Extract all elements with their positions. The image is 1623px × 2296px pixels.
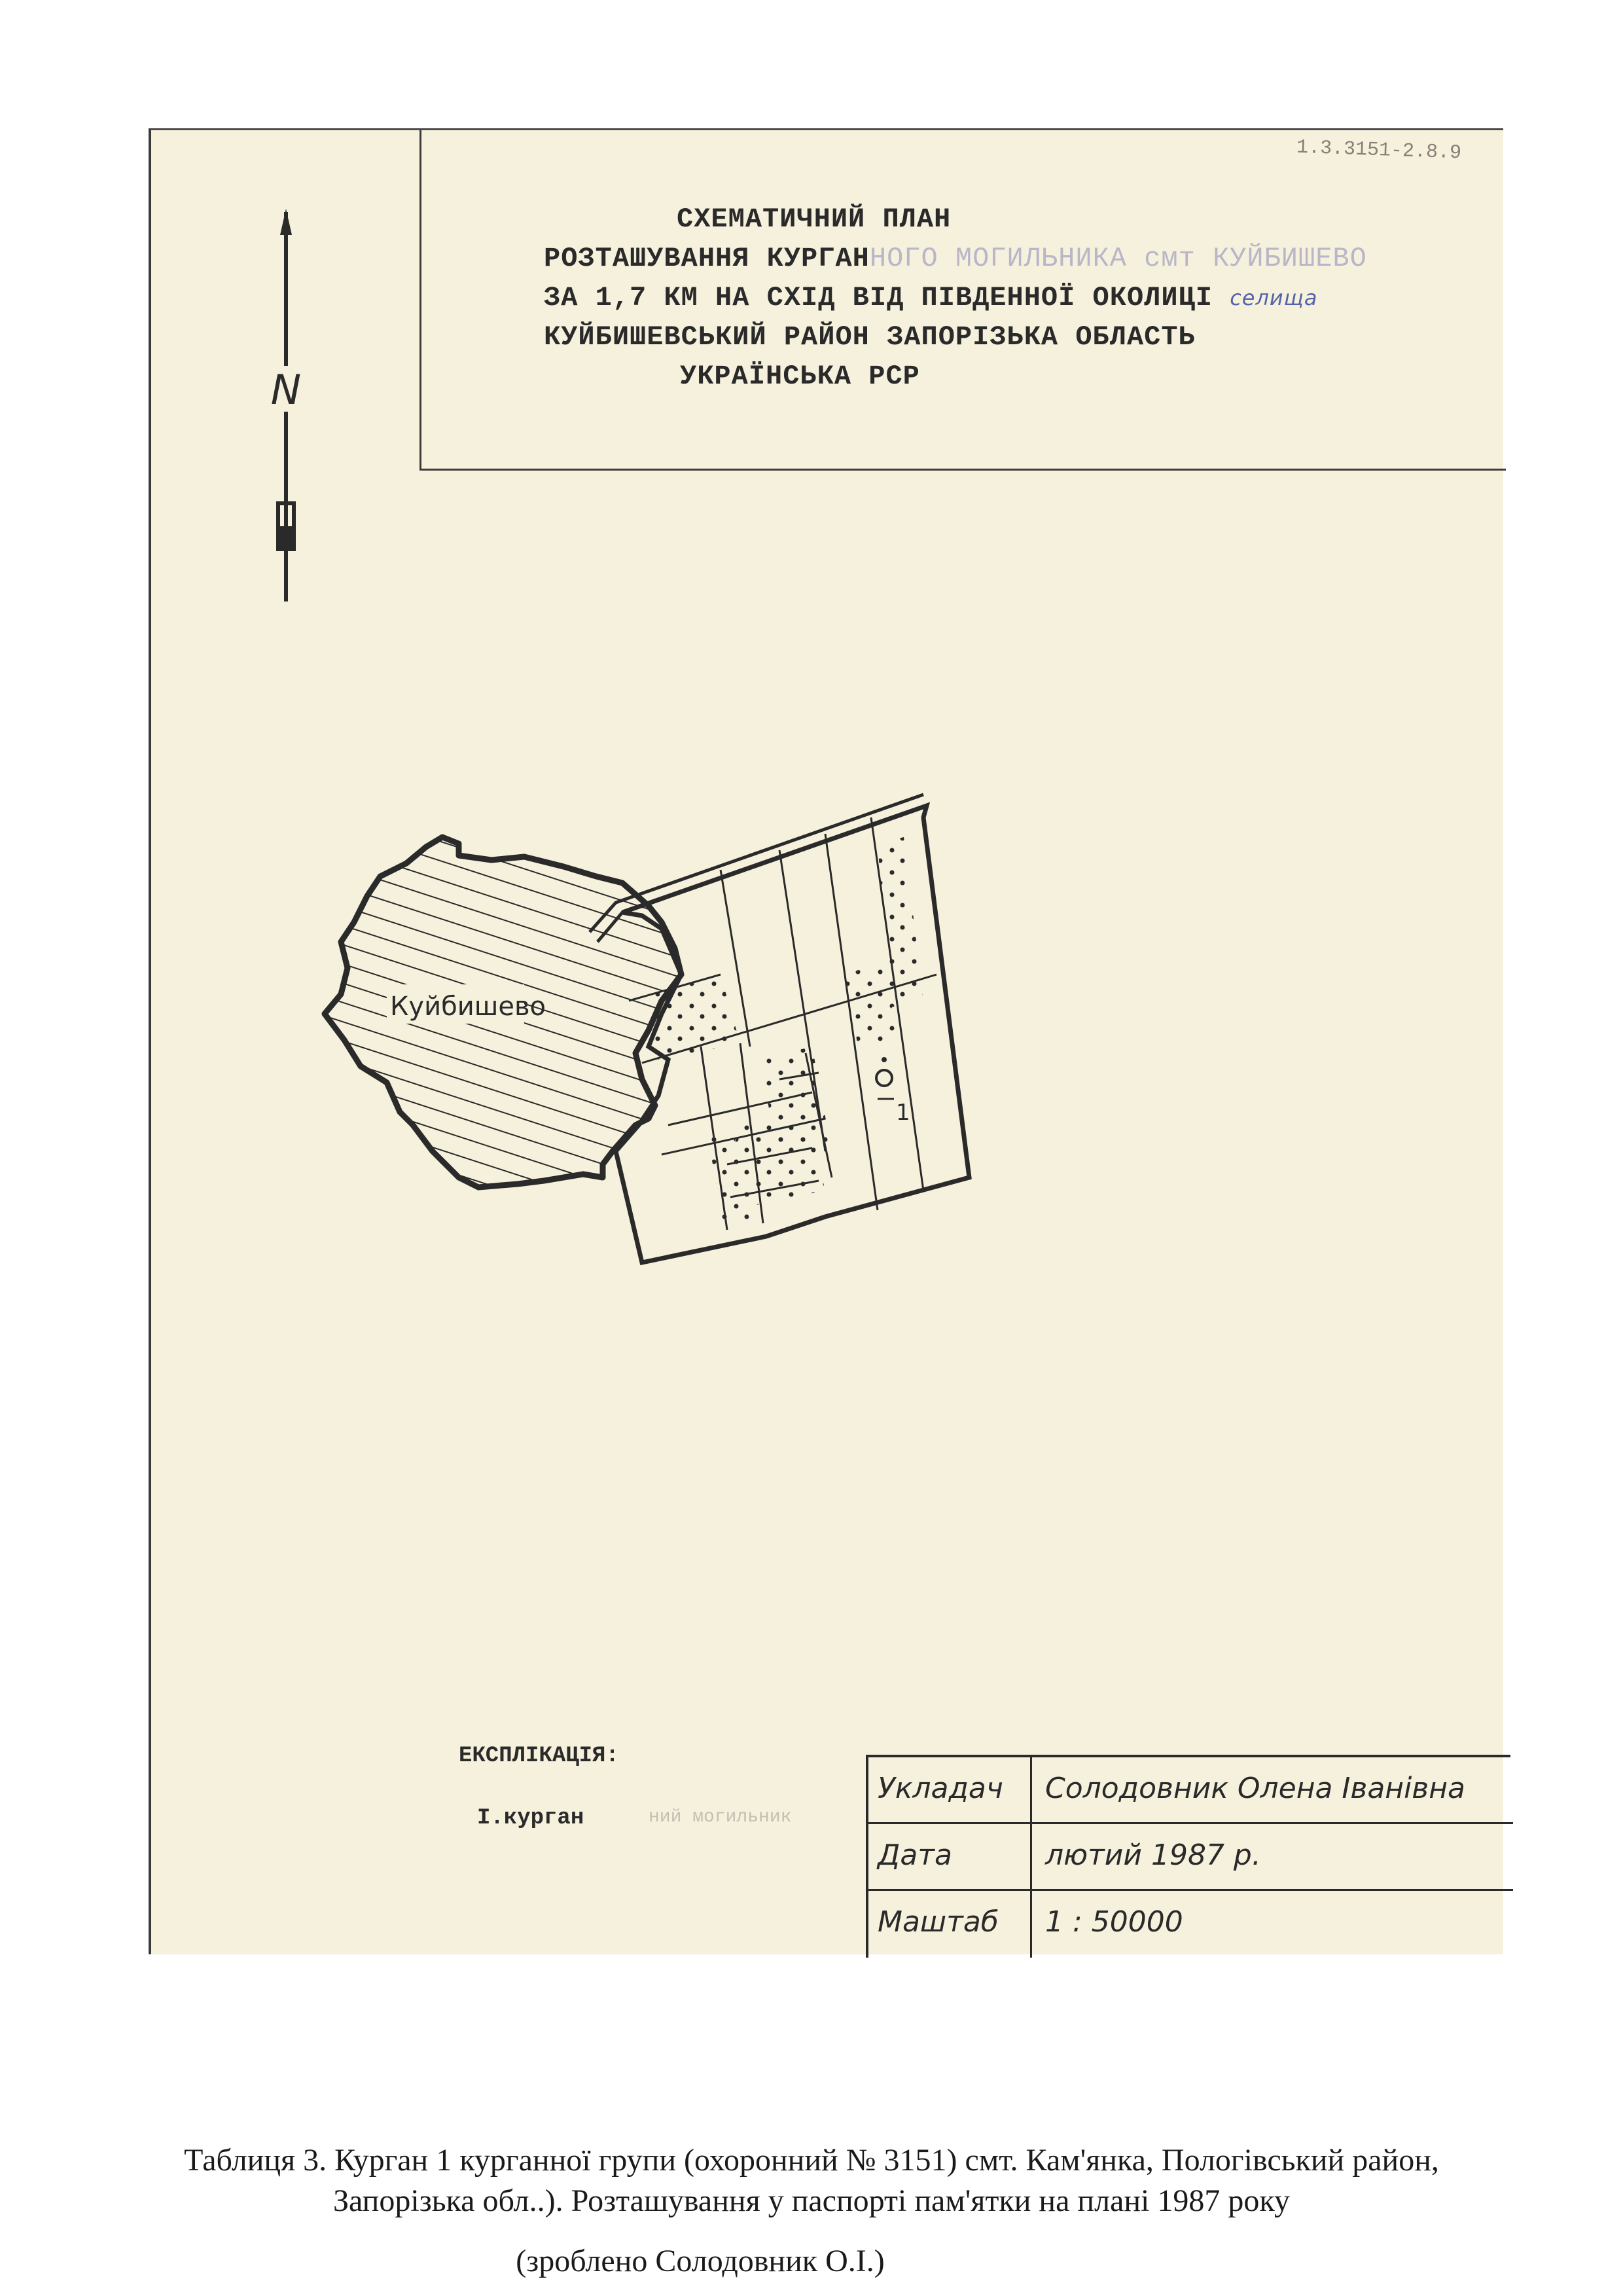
explication-item: І.курган: [477, 1806, 584, 1831]
stamp-table: [866, 1755, 1510, 1958]
author-value: Солодовник Олена Іванівна: [1045, 1772, 1465, 1805]
scale-value: 1 : 50000: [1045, 1905, 1183, 1939]
author-label: Укладач: [868, 1757, 1032, 1822]
date-value: лютий 1987 р.: [1045, 1839, 1261, 1872]
title-line-3-handwritten: селища: [1230, 285, 1318, 310]
title-line-3-text: ЗА 1,7 КМ НА СХІД ВІД ПІВДЕННОЇ ОКОЛИЦІ: [544, 282, 1213, 314]
map-sheet: [149, 128, 1503, 1954]
title-line-2-main: РОЗТАШУВАННЯ КУРГАН: [544, 243, 870, 274]
date-label: Дата: [868, 1824, 1032, 1889]
scale-label: Маштаб: [868, 1891, 1032, 1958]
explication-faded-text: ний могильник: [649, 1807, 792, 1827]
settlement-label: Куйбишево: [390, 992, 546, 1022]
stamp-row-scale: [868, 1891, 1513, 1958]
title-line-4: КУЙБИШЕВСЬКИЙ РАЙОН ЗАПОРІЗЬКА ОБЛАСТЬ: [544, 321, 1196, 353]
kurgan-marker: [876, 1057, 910, 1126]
archive-number: 1.3.3151-2.8.9: [1296, 136, 1462, 165]
explication-title: ЕКСПЛІКАЦІЯ:: [459, 1744, 619, 1768]
caption-line-2: Запорізька обл..). Розташування у паспорті пам'ятки на плані 1987 року: [332, 2183, 1291, 2218]
kurgan-number: 1: [896, 1100, 910, 1126]
title-line-5: УКРАЇНСЬКА РСР: [680, 361, 920, 392]
kurgan-circle: [876, 1070, 892, 1086]
kurgan-dot: [882, 1057, 887, 1062]
stamp-row-date: [868, 1824, 1513, 1891]
caption-line-1: Таблиця 3. Курган 1 курганної групи (охоронний № 3151) смт. Кам'янка, Пологівський район,: [184, 2143, 1439, 2178]
figure-caption: [0, 2140, 1623, 2282]
title-line-2-faded: НОГО МОГИЛЬНИКА смт КУЙБИШЕВО: [869, 243, 1367, 274]
title-line-1: СХЕМАТИЧНИЙ ПЛАН: [677, 204, 952, 235]
stamp-row-author: [868, 1757, 1513, 1824]
north-label: N: [270, 366, 302, 414]
caption-line-3: (зроблено Солодовник О.І.): [516, 2244, 885, 2278]
site-map: [151, 130, 1506, 1956]
